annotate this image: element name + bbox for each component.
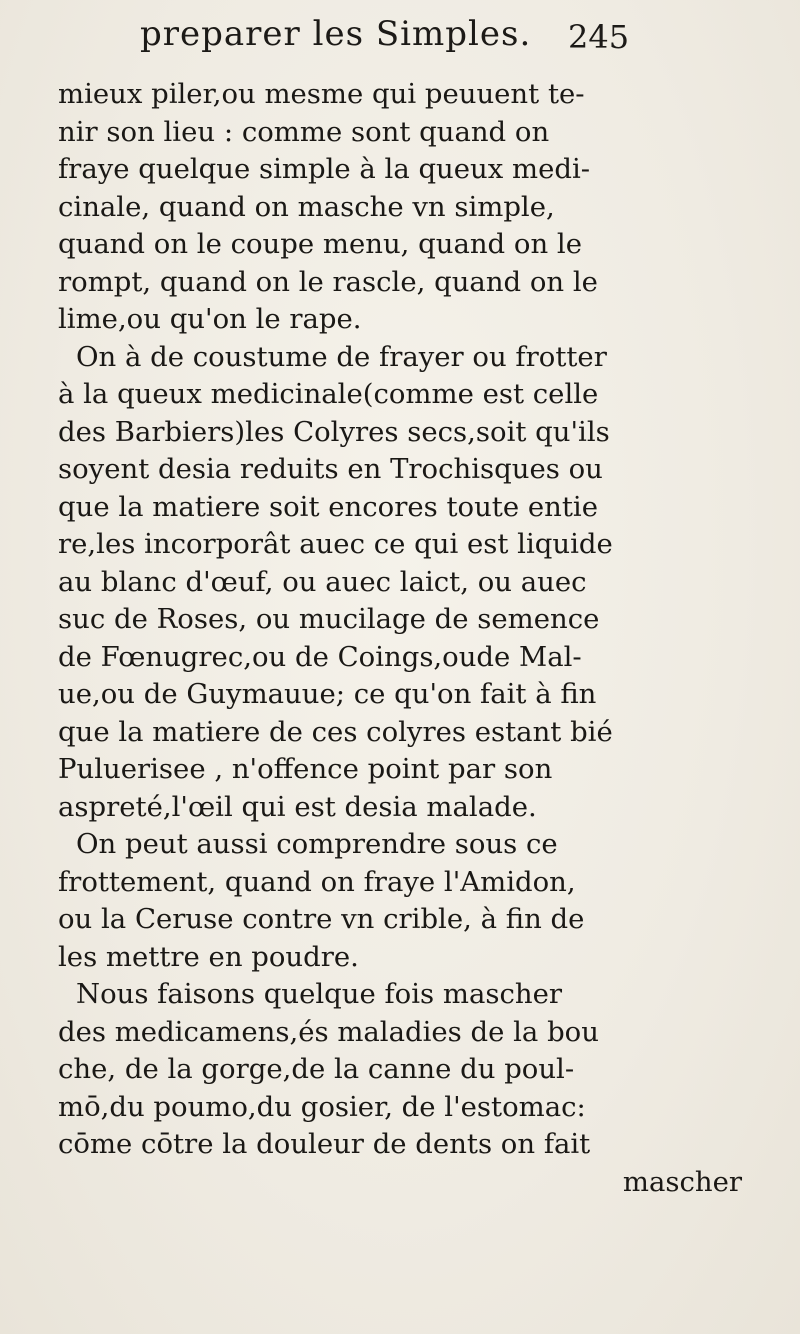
text-line: lime,ou qu'on le rape. xyxy=(58,303,362,335)
paragraph-start-line: Nous faisons quelque fois mascher xyxy=(76,978,563,1010)
paragraph-start-line: On à de coustume de frayer ou frotter xyxy=(76,340,607,373)
text-line: re,les incorporât auec ce qui est liquide xyxy=(58,528,613,560)
text-line: ue,ou de Guymauue; ce qu'on fait à fin xyxy=(58,678,597,710)
text-line: rompt, quand on le rascle, quand on le xyxy=(58,265,598,298)
running-title: preparer les Simples. xyxy=(140,14,532,54)
text-line: aspreté,l'œil qui est desia malade. xyxy=(58,790,537,823)
catchword: mascher xyxy=(622,1165,742,1198)
text-line: que la matiere soit encores toute entie xyxy=(58,490,598,523)
text-line: fraye quelque simple à la queux medi- xyxy=(58,153,591,185)
text-line: mō,du poumo,du gosier, de l'estomac: xyxy=(58,1090,586,1123)
text-line: nir son lieu : comme sont quand on xyxy=(58,115,550,148)
text-line: ou la Ceruse contre vn crible, à fin de xyxy=(58,903,585,935)
text-line: cinale, quand on masche vn simple, xyxy=(58,190,555,223)
text-line: les mettre en poudre. xyxy=(58,940,359,973)
text-line: frottement, quand on fraye l'Amidon, xyxy=(58,865,576,898)
text-line: cōme cōtre la douleur de dents on fait xyxy=(58,1128,591,1160)
text-line: Puluerisee , n'offence point par son xyxy=(58,753,553,785)
text-line: che, de la gorge,de la canne du poul- xyxy=(58,1053,575,1085)
text-line: des medicamens,és maladies de la bou xyxy=(58,1015,599,1048)
text-line: suc de Roses, ou mucilage de semence xyxy=(58,603,600,635)
text-line: au blanc d'œuf, ou auec laict, ou auec xyxy=(58,565,587,598)
text-line: mieux piler,ou mesme qui peuuent te- xyxy=(58,78,585,110)
text-line: à la queux medicinale(comme est celle xyxy=(58,378,599,410)
text-line: quand on le coupe menu, quand on le xyxy=(58,228,582,260)
text-line: des Barbiers)les Colyres secs,soit qu'ils xyxy=(58,415,610,448)
text-line: de Fœnugrec,ou de Coings,oude Mal- xyxy=(58,640,582,673)
text-line: que la matiere de ces colyres estant bié xyxy=(58,715,613,748)
body-text xyxy=(58,76,788,1201)
text-line: soyent desia reduits en Trochisques ou xyxy=(58,453,603,485)
paragraph-start-line: On peut aussi comprendre sous ce xyxy=(76,828,558,860)
page-header xyxy=(140,14,780,66)
page-number: 245 xyxy=(568,18,630,56)
